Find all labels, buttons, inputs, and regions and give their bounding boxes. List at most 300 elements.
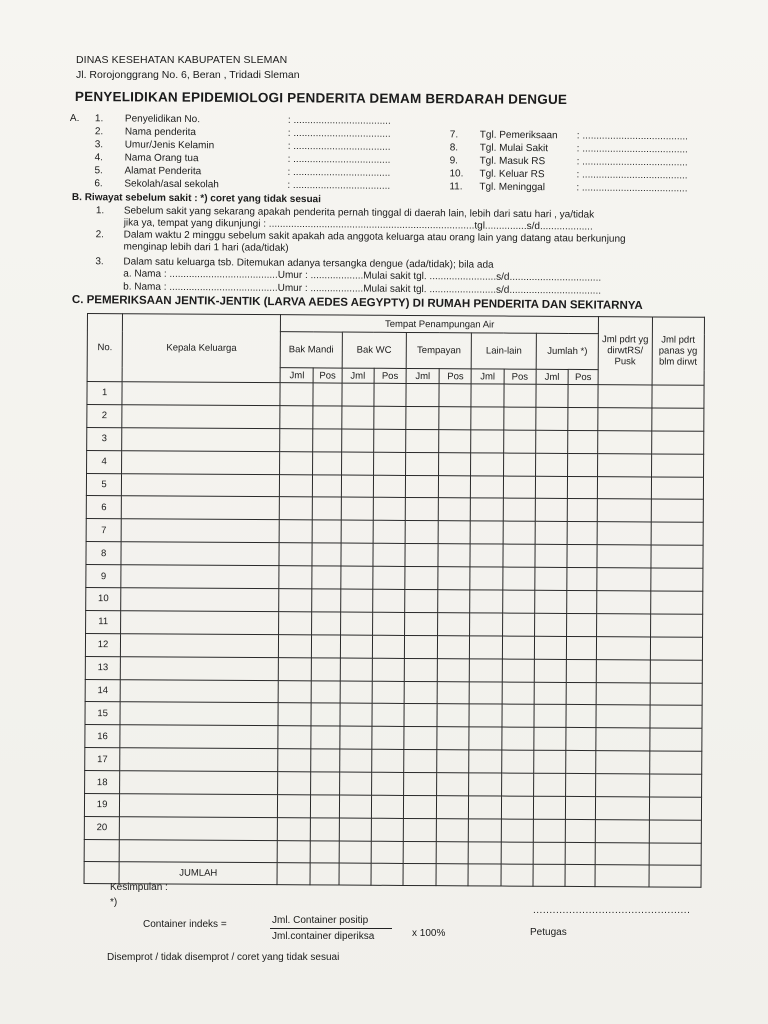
table-cell[interactable] [567, 522, 597, 545]
table-cell[interactable] [404, 681, 437, 704]
table-cell[interactable] [313, 406, 341, 429]
table-cell[interactable] [470, 659, 502, 682]
table-cell[interactable] [536, 407, 568, 430]
field-input[interactable]: : ...................................... [576, 169, 688, 182]
table-cell[interactable] [535, 430, 567, 453]
table-cell[interactable] [437, 704, 469, 727]
table-cell[interactable] [470, 613, 502, 636]
table-cell[interactable] [406, 429, 439, 452]
total-cell[interactable] [533, 864, 565, 886]
table-cell[interactable] [340, 566, 372, 589]
table-cell[interactable] [372, 612, 404, 635]
table-cell[interactable] [373, 498, 405, 521]
table-cell[interactable] [280, 451, 313, 474]
table-cell[interactable] [340, 612, 372, 635]
table-cell[interactable] [596, 705, 649, 728]
table-cell[interactable] [406, 383, 439, 406]
table-cell[interactable] [437, 681, 469, 704]
table-cell[interactable] [469, 750, 501, 773]
table-cell[interactable] [403, 795, 436, 818]
table-cell[interactable] [438, 635, 470, 658]
total-cell[interactable] [277, 862, 310, 884]
table-cell[interactable] [470, 567, 502, 590]
table-cell[interactable] [470, 681, 502, 704]
field-input[interactable]: : ................................... [287, 166, 391, 179]
table-cell[interactable] [501, 796, 533, 819]
table-cell[interactable] [568, 453, 598, 476]
table-cell[interactable] [278, 703, 311, 726]
table-cell[interactable] [597, 545, 650, 568]
total-cell[interactable] [649, 865, 702, 887]
table-cell[interactable] [651, 431, 704, 454]
table-cell[interactable] [652, 385, 705, 408]
table-cell[interactable] [502, 705, 534, 728]
table-cell[interactable] [341, 543, 373, 566]
table-cell[interactable] [311, 772, 339, 795]
table-cell[interactable] [502, 613, 534, 636]
table-cell[interactable] [566, 659, 596, 682]
table-cell[interactable] [567, 568, 597, 591]
table-cell[interactable] [120, 725, 278, 749]
table-cell[interactable] [568, 407, 598, 430]
field-input[interactable]: : ................................... [287, 127, 391, 140]
table-cell[interactable] [278, 657, 311, 680]
table-cell[interactable] [372, 727, 404, 750]
field-input[interactable]: : ................................... [287, 140, 391, 153]
table-cell[interactable] [120, 817, 278, 841]
table-cell[interactable] [311, 818, 339, 841]
table-cell[interactable] [405, 521, 438, 544]
table-cell[interactable] [502, 567, 534, 590]
table-cell[interactable] [438, 613, 470, 636]
table-cell[interactable] [312, 543, 340, 566]
table-cell[interactable] [120, 794, 278, 818]
table-cell[interactable] [598, 453, 651, 476]
table-cell[interactable] [313, 520, 341, 543]
table-cell[interactable] [278, 726, 311, 749]
table-cell[interactable] [372, 658, 404, 681]
table-cell[interactable] [502, 590, 534, 613]
table-cell[interactable] [566, 682, 596, 705]
table-cell[interactable] [650, 568, 703, 591]
table-cell[interactable] [567, 476, 597, 499]
table-cell[interactable] [469, 819, 501, 842]
table-cell[interactable] [501, 842, 533, 864]
table-cell[interactable] [120, 656, 278, 680]
table-cell[interactable] [650, 683, 703, 706]
table-cell[interactable] [373, 566, 405, 589]
table-cell[interactable] [469, 727, 501, 750]
table-cell[interactable] [469, 704, 501, 727]
table-cell[interactable] [278, 818, 311, 841]
table-cell[interactable] [503, 453, 535, 476]
table-cell[interactable] [469, 773, 501, 796]
table-cell[interactable] [341, 452, 373, 475]
table-cell[interactable] [372, 681, 404, 704]
table-cell[interactable] [566, 728, 596, 751]
table-cell[interactable] [534, 659, 566, 682]
table-cell[interactable] [372, 589, 404, 612]
q1-text-2[interactable]: jika ya, tempat yang dikunjungi : ..........................................................................tgl...............s/d................... [123, 217, 593, 233]
table-cell[interactable] [437, 658, 469, 681]
table-cell[interactable] [437, 773, 469, 796]
table-cell[interactable] [535, 476, 567, 499]
table-cell[interactable] [470, 544, 502, 567]
table-cell[interactable] [534, 705, 566, 728]
q3-suspect-b[interactable]: b. Nama : .......................................Umur : ...................Mulai sakit tgl. ........................s/d................................. [123, 281, 602, 297]
field-input[interactable]: : ...................................... [576, 143, 688, 156]
table-cell[interactable] [597, 591, 650, 614]
table-cell[interactable] [595, 842, 648, 864]
field-input[interactable]: : ................................... [287, 179, 391, 192]
table-cell[interactable] [567, 613, 597, 636]
table-cell[interactable] [311, 795, 339, 818]
table-cell[interactable] [471, 475, 503, 498]
table-cell[interactable] [341, 406, 373, 429]
table-cell[interactable] [280, 474, 313, 497]
table-cell[interactable] [469, 842, 501, 864]
table-cell[interactable] [566, 774, 596, 797]
table-cell[interactable] [341, 520, 373, 543]
table-cell[interactable] [404, 635, 437, 658]
table-cell[interactable] [566, 751, 596, 774]
table-cell[interactable] [596, 728, 649, 751]
table-cell[interactable] [312, 612, 340, 635]
table-cell[interactable] [439, 429, 471, 452]
table-cell[interactable] [597, 636, 650, 659]
table-cell[interactable] [565, 796, 595, 819]
table-cell[interactable] [535, 567, 567, 590]
table-cell[interactable] [373, 429, 405, 452]
table-cell[interactable] [598, 430, 651, 453]
table-cell[interactable] [311, 726, 339, 749]
table-cell[interactable] [534, 613, 566, 636]
table-cell[interactable] [280, 428, 313, 451]
table-cell[interactable] [651, 499, 704, 522]
table-cell[interactable] [312, 658, 340, 681]
table-cell[interactable] [313, 474, 341, 497]
table-cell[interactable] [533, 796, 565, 819]
table-cell[interactable] [280, 406, 313, 429]
table-cell[interactable] [122, 427, 280, 451]
table-cell[interactable] [501, 727, 533, 750]
table-cell[interactable] [313, 383, 341, 406]
table-cell[interactable] [405, 498, 438, 521]
table-cell[interactable] [374, 383, 406, 406]
table-cell[interactable] [121, 565, 279, 589]
total-cell[interactable] [371, 863, 403, 885]
table-cell[interactable] [121, 611, 279, 635]
table-cell[interactable] [121, 588, 279, 612]
table-cell[interactable] [312, 589, 340, 612]
table-cell[interactable] [533, 819, 565, 842]
table-cell[interactable] [597, 614, 650, 637]
table-cell[interactable] [535, 590, 567, 613]
table-cell[interactable] [501, 819, 533, 842]
table-cell[interactable] [534, 728, 566, 751]
table-cell[interactable] [341, 429, 373, 452]
table-cell[interactable] [651, 454, 704, 477]
table-cell[interactable] [278, 795, 311, 818]
table-cell[interactable] [339, 726, 371, 749]
table-cell[interactable] [439, 407, 471, 430]
table-cell[interactable] [371, 772, 403, 795]
table-cell[interactable] [339, 772, 371, 795]
table-cell[interactable] [339, 841, 371, 863]
table-cell[interactable] [120, 748, 278, 772]
table-cell[interactable] [501, 750, 533, 773]
table-cell[interactable] [649, 797, 702, 820]
table-cell[interactable] [312, 680, 340, 703]
table-cell[interactable] [597, 522, 650, 545]
table-cell[interactable] [406, 406, 439, 429]
table-cell[interactable] [278, 749, 311, 772]
table-cell[interactable] [598, 385, 651, 408]
table-cell[interactable] [340, 658, 372, 681]
table-cell[interactable] [566, 636, 596, 659]
table-cell[interactable] [596, 659, 649, 682]
table-cell[interactable] [651, 545, 704, 568]
table-cell[interactable] [598, 408, 651, 431]
table-cell[interactable] [503, 476, 535, 499]
signature-line[interactable]: ................................................ [533, 905, 691, 916]
table-cell[interactable] [371, 818, 403, 841]
table-cell[interactable] [533, 842, 565, 864]
table-cell[interactable] [535, 544, 567, 567]
table-cell[interactable] [280, 383, 313, 406]
table-cell[interactable] [535, 453, 567, 476]
table-cell[interactable] [535, 499, 567, 522]
table-cell[interactable] [403, 818, 436, 841]
table-cell[interactable] [650, 705, 703, 728]
table-cell[interactable] [404, 704, 437, 727]
table-cell[interactable] [439, 452, 471, 475]
table-cell[interactable] [651, 477, 704, 500]
table-cell[interactable] [535, 522, 567, 545]
table-cell[interactable] [596, 774, 649, 797]
table-cell[interactable] [279, 543, 312, 566]
table-cell[interactable] [568, 384, 598, 407]
table-cell[interactable] [405, 544, 438, 567]
table-cell[interactable] [341, 475, 373, 498]
table-cell[interactable] [567, 499, 597, 522]
table-cell[interactable] [649, 728, 702, 751]
table-cell[interactable] [536, 384, 568, 407]
table-cell[interactable] [649, 820, 702, 843]
table-cell[interactable] [471, 430, 503, 453]
table-cell[interactable] [469, 796, 501, 819]
table-cell[interactable] [405, 612, 438, 635]
table-cell[interactable] [437, 750, 469, 773]
table-cell[interactable] [502, 682, 534, 705]
table-cell[interactable] [311, 749, 339, 772]
table-cell[interactable] [596, 820, 649, 843]
q3-suspect-a[interactable]: a. Nama : .......................................Umur : ...................Mulai sakit tgl. ........................s/d................................. [123, 268, 602, 284]
table-cell[interactable] [121, 634, 279, 658]
table-cell[interactable] [649, 843, 702, 865]
table-cell[interactable] [504, 384, 536, 407]
table-cell[interactable] [340, 704, 372, 727]
table-cell[interactable] [439, 475, 471, 498]
total-cell[interactable] [468, 864, 500, 886]
table-cell[interactable] [341, 498, 373, 521]
total-cell[interactable] [310, 863, 338, 885]
table-cell[interactable] [596, 797, 649, 820]
table-cell[interactable] [278, 772, 311, 795]
table-cell[interactable] [120, 771, 278, 795]
table-cell[interactable] [404, 773, 437, 796]
table-cell[interactable] [649, 751, 702, 774]
table-cell[interactable] [120, 679, 278, 703]
table-cell[interactable] [313, 497, 341, 520]
table-cell[interactable] [471, 498, 503, 521]
table-cell[interactable] [534, 636, 566, 659]
table-cell[interactable] [373, 452, 405, 475]
table-cell[interactable] [371, 841, 403, 863]
table-cell[interactable] [277, 840, 310, 862]
table-cell[interactable] [567, 545, 597, 568]
table-cell[interactable] [503, 521, 535, 544]
table-cell[interactable] [438, 567, 470, 590]
table-cell[interactable] [372, 635, 404, 658]
table-cell[interactable] [340, 681, 372, 704]
table-cell[interactable] [567, 590, 597, 613]
table-cell[interactable] [339, 749, 371, 772]
table-cell[interactable] [121, 496, 279, 520]
table-cell[interactable] [279, 520, 312, 543]
table-cell[interactable] [373, 521, 405, 544]
total-cell[interactable] [403, 863, 436, 885]
table-cell[interactable] [122, 450, 280, 474]
field-input[interactable]: : ...................................... [576, 130, 689, 143]
table-cell[interactable] [651, 408, 704, 431]
total-cell[interactable] [339, 863, 371, 885]
table-cell[interactable] [436, 841, 468, 863]
table-cell[interactable] [650, 660, 703, 683]
table-cell[interactable] [340, 589, 372, 612]
table-cell[interactable] [503, 544, 535, 567]
table-cell[interactable] [438, 498, 470, 521]
table-cell[interactable] [471, 453, 503, 476]
table-cell[interactable] [651, 522, 704, 545]
table-cell[interactable] [501, 773, 533, 796]
field-input[interactable]: : ...................................... [576, 156, 688, 169]
table-cell[interactable] [84, 839, 119, 861]
table-cell[interactable] [597, 499, 650, 522]
table-cell[interactable] [119, 840, 277, 863]
table-cell[interactable] [438, 544, 470, 567]
table-cell[interactable] [312, 635, 340, 658]
table-cell[interactable] [404, 727, 437, 750]
table-cell[interactable] [312, 566, 340, 589]
table-cell[interactable] [405, 567, 438, 590]
table-cell[interactable] [279, 589, 312, 612]
table-cell[interactable] [279, 566, 312, 589]
table-cell[interactable] [278, 680, 311, 703]
table-cell[interactable] [311, 703, 339, 726]
table-cell[interactable] [470, 590, 502, 613]
table-cell[interactable] [503, 430, 535, 453]
table-cell[interactable] [339, 818, 371, 841]
table-cell[interactable] [534, 682, 566, 705]
table-cell[interactable] [565, 842, 595, 864]
table-cell[interactable] [372, 749, 404, 772]
table-cell[interactable] [650, 591, 703, 614]
total-cell[interactable] [595, 864, 648, 886]
table-cell[interactable] [471, 384, 503, 407]
field-input[interactable]: : ...................................... [576, 182, 688, 195]
table-cell[interactable] [502, 636, 534, 659]
table-cell[interactable] [313, 452, 341, 475]
table-cell[interactable] [568, 430, 598, 453]
table-cell[interactable] [503, 407, 535, 430]
table-cell[interactable] [121, 519, 279, 543]
table-cell[interactable] [403, 841, 436, 863]
table-cell[interactable] [122, 405, 280, 429]
total-cell[interactable] [501, 864, 533, 886]
table-cell[interactable] [404, 658, 437, 681]
table-cell[interactable] [471, 521, 503, 544]
table-cell[interactable] [436, 819, 468, 842]
table-cell[interactable] [437, 796, 469, 819]
table-cell[interactable] [372, 704, 404, 727]
table-cell[interactable] [598, 476, 651, 499]
field-input[interactable]: : ................................... [287, 153, 391, 166]
table-cell[interactable] [533, 773, 565, 796]
table-cell[interactable] [565, 819, 595, 842]
total-cell[interactable] [436, 863, 468, 885]
table-cell[interactable] [471, 407, 503, 430]
table-cell[interactable] [404, 750, 437, 773]
table-cell[interactable] [439, 384, 471, 407]
table-cell[interactable] [597, 568, 650, 591]
table-cell[interactable] [313, 429, 341, 452]
table-cell[interactable] [596, 682, 649, 705]
table-cell[interactable] [405, 589, 438, 612]
table-cell[interactable] [405, 475, 438, 498]
field-input[interactable]: : ................................... [287, 114, 391, 127]
table-cell[interactable] [374, 406, 406, 429]
table-cell[interactable] [470, 636, 502, 659]
table-cell[interactable] [311, 841, 339, 863]
table-cell[interactable] [649, 774, 702, 797]
table-cell[interactable] [120, 702, 278, 726]
table-cell[interactable] [566, 705, 596, 728]
table-cell[interactable] [121, 542, 279, 566]
table-cell[interactable] [279, 612, 312, 635]
table-cell[interactable] [279, 634, 312, 657]
table-cell[interactable] [534, 750, 566, 773]
table-cell[interactable] [596, 751, 649, 774]
table-cell[interactable] [438, 590, 470, 613]
table-cell[interactable] [342, 383, 374, 406]
table-cell[interactable] [122, 382, 280, 406]
total-cell[interactable] [565, 864, 595, 886]
table-cell[interactable] [339, 795, 371, 818]
table-cell[interactable] [373, 543, 405, 566]
table-cell[interactable] [437, 727, 469, 750]
table-cell[interactable] [438, 521, 470, 544]
table-cell[interactable] [650, 637, 703, 660]
table-cell[interactable] [122, 473, 280, 497]
table-cell[interactable] [373, 475, 405, 498]
table-cell[interactable] [340, 635, 372, 658]
table-cell[interactable] [650, 614, 703, 637]
table-cell[interactable] [371, 795, 403, 818]
table-cell[interactable] [406, 452, 439, 475]
table-cell[interactable] [502, 659, 534, 682]
table-cell[interactable] [279, 497, 312, 520]
